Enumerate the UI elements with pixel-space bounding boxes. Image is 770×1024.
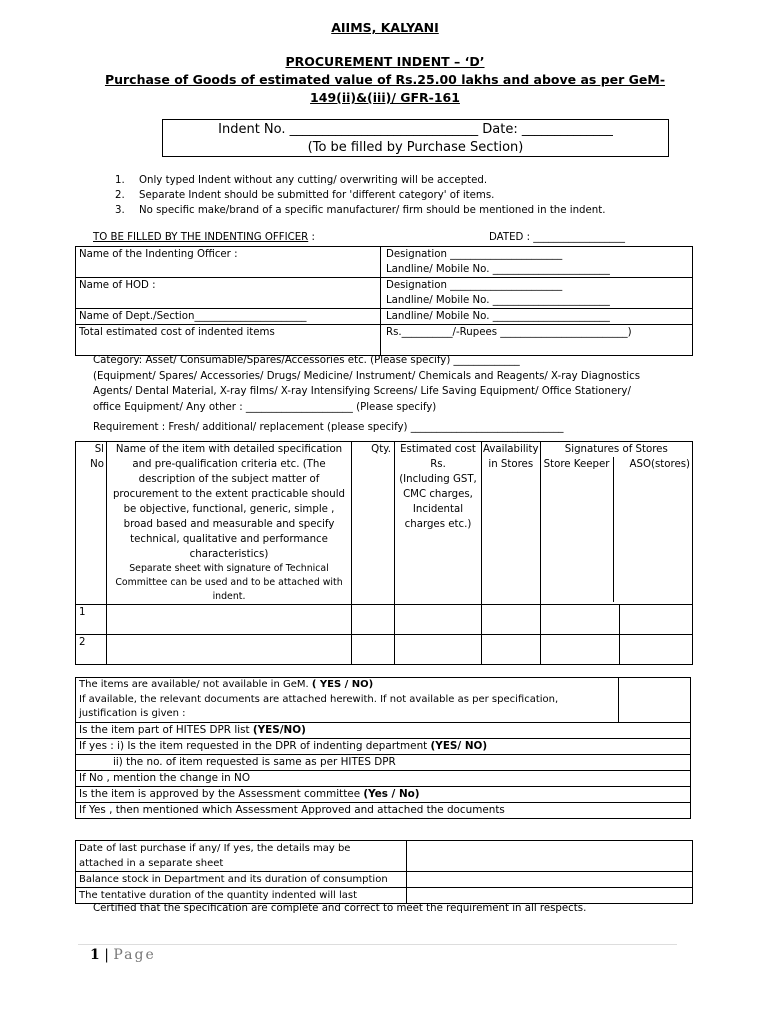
page-label: Page [113,947,156,963]
balance-stock-label: Balance stock in Department and its duration of consumption [76,872,407,888]
table-row [76,247,693,278]
indent-number-box [162,119,669,157]
qty-cell[interactable] [352,605,395,635]
institute-title: AIIMS, KALYANI [331,20,439,35]
hod-contact-cell[interactable] [381,278,693,309]
page-footer [90,947,156,963]
gem-availability-table [75,677,691,819]
page-separator: | [99,947,114,963]
qty-cell[interactable] [352,635,395,665]
table-row [76,325,693,356]
mobile-field: Landline/ Mobile No. _______________________ [386,264,610,275]
availability-cell[interactable] [482,605,541,635]
store-keeper-cell[interactable] [540,635,619,665]
table-row [76,309,693,325]
table-row [76,754,691,770]
hites-dpr-row[interactable]: Is the item part of HITES DPR list (YES/NO) [76,722,691,738]
tentative-duration-label: The tentative duration of the quantity indented will last [76,888,407,904]
instruction-item: 1. Only typed Indent without any cutting/ overwriting will be accepted. [115,175,488,186]
dpr-quantity-row[interactable]: ii) the no. of item requested is same as per HITES DPR [76,754,691,770]
item-name-header: Name of the item with detailed specification and pre-qualification criteria etc. (The description of the subject matter of procurement to the extent practicable should be objective, functional, generic, simple , broad based and measurable and specify technical, qualitative and performance characteristics) Separate sheet with signature of Technical Committee can be used and to be attached with indent. [107,442,352,605]
designation-field: Designation ______________________ [386,280,563,291]
dept-section-field[interactable]: Name of Dept./Section______________________ [76,309,381,325]
assessment-documents-row[interactable]: If Yes , then mentioned which Assessment Approved and attached the documents [76,802,691,818]
table-row [76,841,693,872]
instruction-item: 3. No specific make/brand of a specific manufacturer/ firm should be mentioned in the indent. [115,205,606,216]
page-number: 1 [90,947,100,963]
last-purchase-field[interactable] [407,841,693,872]
dept-mobile-field[interactable]: Landline/ Mobile No. _______________________ [381,309,693,325]
category-options: (Equipment/ Spares/ Accessories/ Drugs/ Medicine/ Instrument/ Chemicals and Reagents/ X-ray Diagnostics [93,370,641,382]
category-other-field[interactable]: office Equipment/ Any other : _____________________ (Please specify) [93,401,437,413]
table-row [76,888,693,904]
table-row [76,786,691,802]
signatures-title: Signatures of Stores [564,444,668,455]
table-row [76,738,691,754]
qty-header: Qty. [352,442,395,605]
instructions-list [115,173,606,218]
officer-details-table [75,246,693,356]
store-keeper-header: Store Keeper [541,457,614,602]
gem-availability-cell: The items are available/ not available in GeM. ( YES / NO) If available, the relevant documents are attached herewith. If not available as per specification, justification is given : [76,678,619,723]
items-table-header [76,442,693,605]
total-cost-label: Total estimated cost of indented items [76,325,381,356]
form-title: PROCUREMENT INDENT – ‘D’ [285,54,485,69]
officer-section-heading: TO BE FILLED BY THE INDENTING OFFICER : [93,232,315,243]
dpr-indenting-row[interactable]: If yes : i) Is the item requested in the DPR of indenting department (YES/ NO) [76,738,691,754]
items-table [75,441,693,665]
last-purchase-label: Date of last purchase if any/ If yes, the details may be attached in a separate sheet [76,841,407,872]
dated-field: DATED : __________________ [489,232,625,243]
item-name-cell[interactable] [107,635,352,665]
availability-cell[interactable] [482,635,541,665]
gem-answer-cell[interactable] [619,678,691,723]
item-name-cell[interactable] [107,605,352,635]
form-subtitle-line1: Purchase of Goods of estimated value of Rs.25.00 lakhs and above as per GeM- [104,72,666,87]
row-number: 1 [76,605,107,635]
change-in-no-row[interactable]: If No , mention the change in NO [76,770,691,786]
estimated-cost-header: Estimated cost Rs. (Including GST, CMC charges, Incidental charges etc.) [395,442,482,605]
table-row [76,770,691,786]
designation-field: Designation ______________________ [386,249,563,260]
table-row [76,635,693,665]
tentative-duration-field[interactable] [407,888,693,904]
sl-no-header: Sl No [76,442,107,605]
mobile-field: Landline/ Mobile No. _______________________ [386,295,610,306]
table-row [76,722,691,738]
availability-header: Availability in Stores [482,442,541,605]
cost-cell[interactable] [395,635,482,665]
instruction-item: 2. Separate Indent should be submitted for 'different category' of items. [115,190,495,201]
technical-committee-note: Separate sheet with signature of Technical Committee can be used and to be attached with indent. [115,563,343,602]
table-row [76,605,693,635]
indenting-officer-name-field[interactable]: Name of the Indenting Officer : [76,247,381,278]
hod-name-field[interactable]: Name of HOD : [76,278,381,309]
indent-number-line: Indent No. _____________________________ Date: ______________ [218,122,613,137]
aso-cell[interactable] [619,605,692,635]
balance-stock-field[interactable] [407,872,693,888]
store-keeper-cell[interactable] [540,605,619,635]
signatures-header [540,442,692,605]
purchase-history-table [75,840,693,904]
assessment-approval-row[interactable]: Is the item is approved by the Assessment committee (Yes / No) [76,786,691,802]
purchase-section-note: (To be filled by Purchase Section) [307,140,524,155]
total-cost-field[interactable]: Rs.__________/-Rupees _________________________) [381,325,693,356]
table-row [76,802,691,818]
cost-cell[interactable] [395,605,482,635]
form-subtitle-line2: 149(ii)&(iii)/ GFR-161 [310,90,460,105]
table-row [76,278,693,309]
category-line[interactable]: Category: Asset/ Consumable/Spares/Accessories etc. (Please specify) _____________ [93,355,520,366]
category-section [93,353,640,436]
row-number: 2 [76,635,107,665]
table-row [76,678,691,723]
certification-statement: Certified that the specification are complete and correct to meet the requirement in all respects. [93,903,587,914]
officer-contact-cell[interactable] [381,247,693,278]
category-options: Agents/ Dental Material, X-ray films/ X-ray Intensifying Screens/ Life Saving Equipment/ Office Stationery/ [93,386,631,397]
aso-stores-header: ASO(stores) [629,459,690,470]
footer-divider [78,944,677,945]
table-row [76,872,693,888]
requirement-field[interactable]: Requirement : Fresh/ additional/ replacement (please specify) ______________________________ [93,422,564,433]
aso-cell[interactable] [619,635,692,665]
